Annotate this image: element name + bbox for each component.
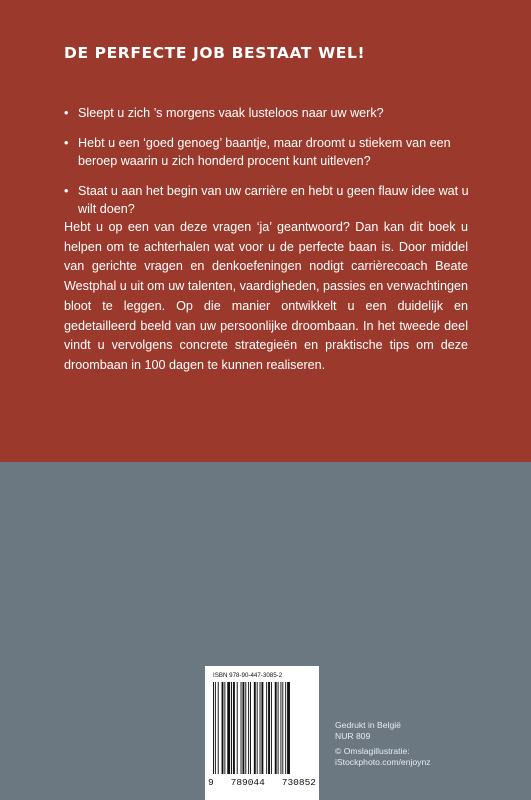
barcode-bar <box>248 682 249 774</box>
question-item: • Staat u aan het begin van uw carrière en hebt u geen flauw idee wat u wilt doen? <box>64 182 474 218</box>
blurb-paragraph: Hebt u op een van deze vragen ‘ja’ geantwoord? Dan kan dit boek u helpen om te achterhalen wat voor u de perfecte baan is. Door middel van gerichte vragen en denkoefeningen nodigt carrièrecoach Beate Westphal u uit om uw talenten, vaardigheden, passies en verwachtingen bloot te leggen. Op die manier ontwikkelt u een duidelijk en gedetailleerd beeld van uw persoonlijke droombaan. In het tweede deel vindt u vervolgens concrete strategieën en praktische tips om deze droombaan in 100 dagen te kunnen realiseren. <box>64 220 468 372</box>
barcode-bar <box>224 682 225 774</box>
barcode-bar <box>260 682 261 774</box>
question-item: • Hebt u een ‘goed genoeg’ baantje, maar droomt u stiekem van een beroep waarin u zich honderd procent kunt uitleven? <box>64 134 474 170</box>
isbn-text: ISBN 978-90-447-3085-2 <box>213 672 283 679</box>
barcode-bar <box>280 682 281 774</box>
barcode-bar <box>266 682 267 774</box>
imprint-block <box>335 720 431 768</box>
barcode-bar <box>241 682 242 774</box>
barcode-bar <box>278 682 279 774</box>
barcode-bar <box>231 682 232 774</box>
illustration-credit-source: iStockphoto.com/enjoynz <box>335 757 431 767</box>
cover-title: DE PERFECTE JOB BESTAAT WEL! <box>64 44 366 62</box>
nur-code: NUR 809 <box>335 731 371 741</box>
barcode-bar <box>282 682 283 774</box>
barcode-bar <box>227 682 230 774</box>
barcode-bar <box>222 682 224 774</box>
question-item: • Sleept u zich ’s morgens vaak lusteloos naar uw werk? <box>64 104 474 122</box>
barcode-bar <box>261 682 263 774</box>
barcode-digits-right: 730852 <box>281 777 316 788</box>
barcode-bar <box>237 682 238 774</box>
question-list <box>64 104 474 230</box>
barcode-bar <box>285 682 286 774</box>
barcode-bar <box>242 682 244 774</box>
printed-in: Gedrukt in België <box>335 720 401 730</box>
barcode-digit-first: 9 <box>208 777 214 788</box>
barcode-bar <box>215 682 216 774</box>
barcode-bar <box>287 682 290 774</box>
barcode-bars <box>213 682 311 780</box>
barcode-bar <box>271 682 272 774</box>
barcode-bar <box>213 682 214 774</box>
barcode-bar <box>254 682 256 774</box>
barcode-bar <box>275 682 277 774</box>
barcode-bar <box>250 682 251 774</box>
barcode-label <box>205 666 319 800</box>
barcode-bar <box>257 682 258 774</box>
barcode-digits-left: 789044 <box>230 777 265 788</box>
barcode-bar <box>268 682 270 774</box>
barcode-digits <box>205 777 319 788</box>
barcode-bar <box>218 682 219 774</box>
illustration-credit: © Omslagillustratie: <box>335 746 410 756</box>
barcode-bar <box>245 682 246 774</box>
barcode-bar <box>233 682 235 774</box>
